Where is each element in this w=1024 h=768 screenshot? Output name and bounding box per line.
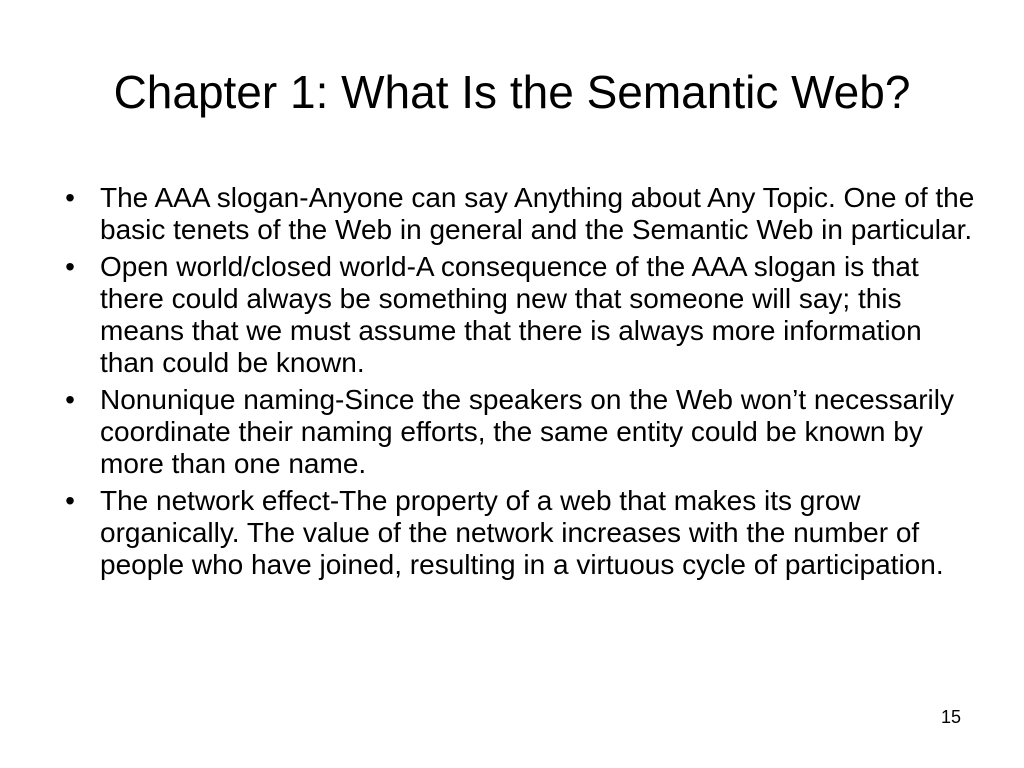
bullet-item: [60, 485, 980, 581]
bullet-item: [60, 251, 980, 379]
bullet-text: Nonunique naming-Since the speakers on the Web won’t necessarily coordinate their naming efforts, the same entity could be known by more than one name.: [100, 384, 954, 479]
slide-title: Chapter 1: What Is the Semantic Web?: [113, 66, 911, 118]
bullet-text: The AAA slogan-Anyone can say Anything about Any Topic. One of the basic tenets of the Web in general and the Semantic Web in particular.: [100, 182, 975, 245]
bullet-marker: •: [65, 384, 75, 415]
bullet-text: The network effect-The property of a web that makes its grow organically. The value of the network increases with the number of people who have joined, resulting in a virtuous cycle of participation.: [100, 485, 944, 580]
bullet-text: Open world/closed world-A consequence of the AAA slogan is that there could always be something new that someone will say; this means that we must assume that there is always more information than could be known.: [100, 251, 922, 378]
page-number: 15: [940, 707, 961, 727]
bullet-item: [60, 384, 980, 480]
bullet-item: [60, 182, 980, 246]
bullet-list: [60, 182, 980, 586]
bullet-marker: •: [65, 182, 75, 213]
bullet-marker: •: [65, 251, 75, 282]
bullet-marker: •: [65, 485, 75, 516]
